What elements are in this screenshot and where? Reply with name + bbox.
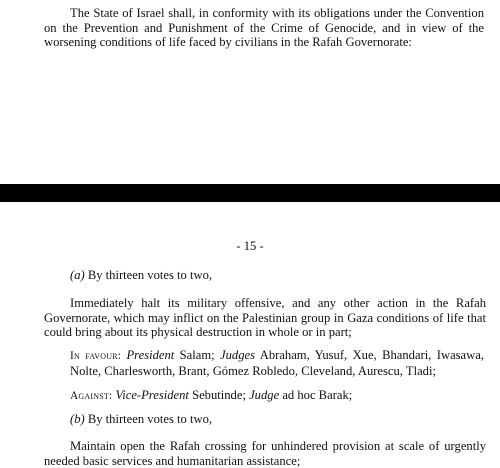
in-favour-role-judges: Judges	[220, 348, 256, 362]
against-role-judge: Judge	[249, 388, 280, 402]
item-b-vote-text: By thirteen votes to two,	[84, 412, 213, 426]
page-number: - 15 -	[236, 239, 264, 253]
document-page-bottom	[0, 202, 500, 468]
against-role-vice-president: Vice-President	[115, 388, 189, 402]
intro-paragraph: The State of Israel shall, in conformity with its obligations under the Convention on the Prevention and Punishment of the Crime of Genocide, and in view of the worsening conditions of life faced by civilians in the Rafah Governorate:	[44, 6, 484, 50]
against-label: Against:	[70, 390, 113, 402]
maintain-paragraph: Maintain open the Rafah crossing for unhindered provision at scale of urgently needed basic services and humanitarian assistance;	[44, 439, 486, 468]
halt-paragraph: Immediately halt its military offensive, and any other action in the Rafah Governorate, which may inflict on the Palestinian group in Gaza conditions of life that could bring about its physical destruction in whole or in part;	[44, 296, 486, 340]
vote-line-b	[70, 412, 470, 427]
in-favour-label: In favour:	[70, 350, 122, 362]
against-judge-name: ad hoc Barak;	[279, 388, 353, 402]
vote-line-a	[70, 268, 470, 283]
page-break-band	[0, 184, 500, 202]
item-a-vote-text: By thirteen votes to two,	[84, 268, 213, 282]
in-favour-paragraph	[70, 348, 484, 378]
against-paragraph	[70, 388, 484, 404]
item-a-marker: (a)	[70, 268, 85, 282]
in-favour-role-president: President	[126, 348, 175, 362]
in-favour-president-name: Salam;	[174, 348, 221, 362]
document-page-top	[0, 0, 500, 184]
against-vice-president-name: Sebutinde;	[188, 388, 250, 402]
item-b-marker: (b)	[70, 412, 85, 426]
in-favour-judge-names: Abraham, Yusuf, Xue, Bhandari, Iwasawa, Nolte, Charlesworth, Brant, Gómez Robledo, Cleveland, Aurescu, Tladi;	[70, 348, 484, 378]
